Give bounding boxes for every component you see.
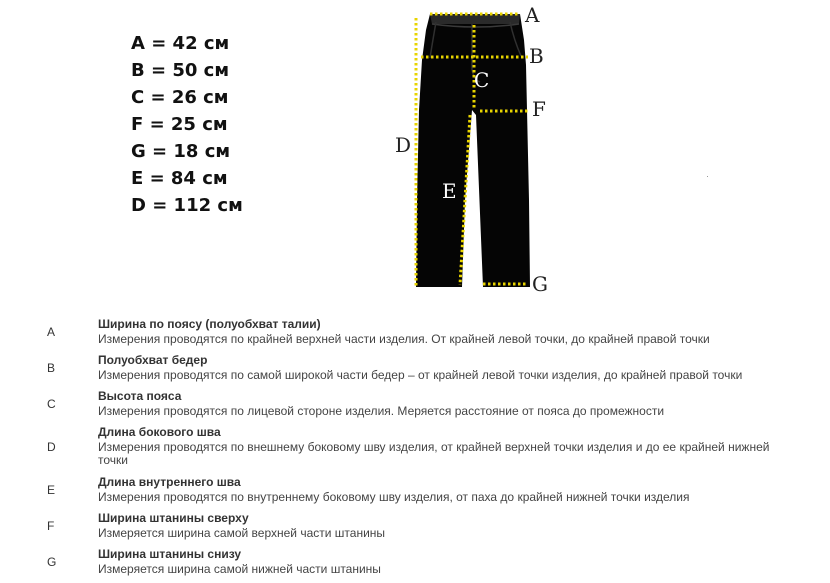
guide-description: Измеряется ширина самой нижней части штанины — [98, 562, 381, 576]
guide-letter: G — [47, 555, 57, 569]
guide-row-d — [0, 425, 800, 475]
label-b: B — [529, 44, 544, 68]
guide-row-e — [0, 475, 800, 511]
guide-title: Длина бокового шва — [98, 425, 221, 439]
guide-title: Ширина штанины снизу — [98, 547, 242, 561]
measurement-d: D = 112 см — [131, 195, 243, 216]
guide-description: Измерения проводятся по внутреннему боковому шву изделия, от паха до крайней нижней точки изделия — [98, 490, 690, 504]
guide-description: Измерения проводятся по крайней верхней части изделия. От крайней левой точки, до крайней правой точки — [98, 332, 710, 346]
guide-title: Полуобхват бедер — [98, 353, 208, 367]
guide-description: Измерения проводятся по лицевой стороне изделия. Меряется расстояние от пояса до промежности — [98, 404, 665, 418]
guide-description: Измерения проводятся по самой широкой части бедер – от крайней левой точки изделия, до крайней правой точки — [98, 368, 743, 382]
guide-row-f — [0, 511, 800, 547]
measurement-f: F = 25 см — [131, 114, 228, 135]
label-c: C — [474, 68, 490, 92]
stray-dot — [707, 176, 708, 177]
measurement-e: E = 84 см — [131, 168, 228, 189]
guide-row-b — [0, 353, 800, 389]
guide-description: Измерения проводятся по внешнему боковому шву изделия, от крайней верхней точки изделия и до ее крайней нижней точки — [98, 440, 770, 467]
measurement-b: B = 50 см — [131, 60, 230, 81]
measurement-guide — [0, 317, 800, 583]
guide-letter: A — [47, 325, 56, 339]
guide-title: Высота пояса — [98, 389, 182, 403]
measurement-c: C = 26 см — [131, 87, 229, 108]
guide-letter: D — [47, 440, 56, 454]
trousers-diagram — [380, 0, 580, 300]
label-a: A — [525, 3, 540, 27]
label-f: F — [532, 97, 546, 121]
guide-title: Ширина по поясу (полуобхват талии) — [98, 317, 321, 331]
guide-letter: F — [47, 519, 55, 533]
trousers-shape — [416, 14, 530, 287]
guide-letter: C — [47, 397, 56, 411]
guide-letter: E — [47, 483, 56, 497]
label-d: D — [395, 133, 412, 157]
guide-row-a — [0, 317, 800, 353]
label-g: G — [532, 272, 548, 296]
measurement-list — [131, 33, 243, 222]
measurement-a: A = 42 см — [131, 33, 230, 54]
guide-title: Ширина штанины сверху — [98, 511, 249, 525]
guide-row-c — [0, 389, 800, 425]
guide-row-g — [0, 547, 800, 583]
measurement-g: G = 18 см — [131, 141, 231, 162]
guide-letter: B — [47, 361, 56, 375]
guide-title: Длина внутреннего шва — [98, 475, 241, 489]
guide-description: Измеряется ширина самой верхней части штанины — [98, 526, 386, 540]
label-e: E — [442, 179, 457, 203]
